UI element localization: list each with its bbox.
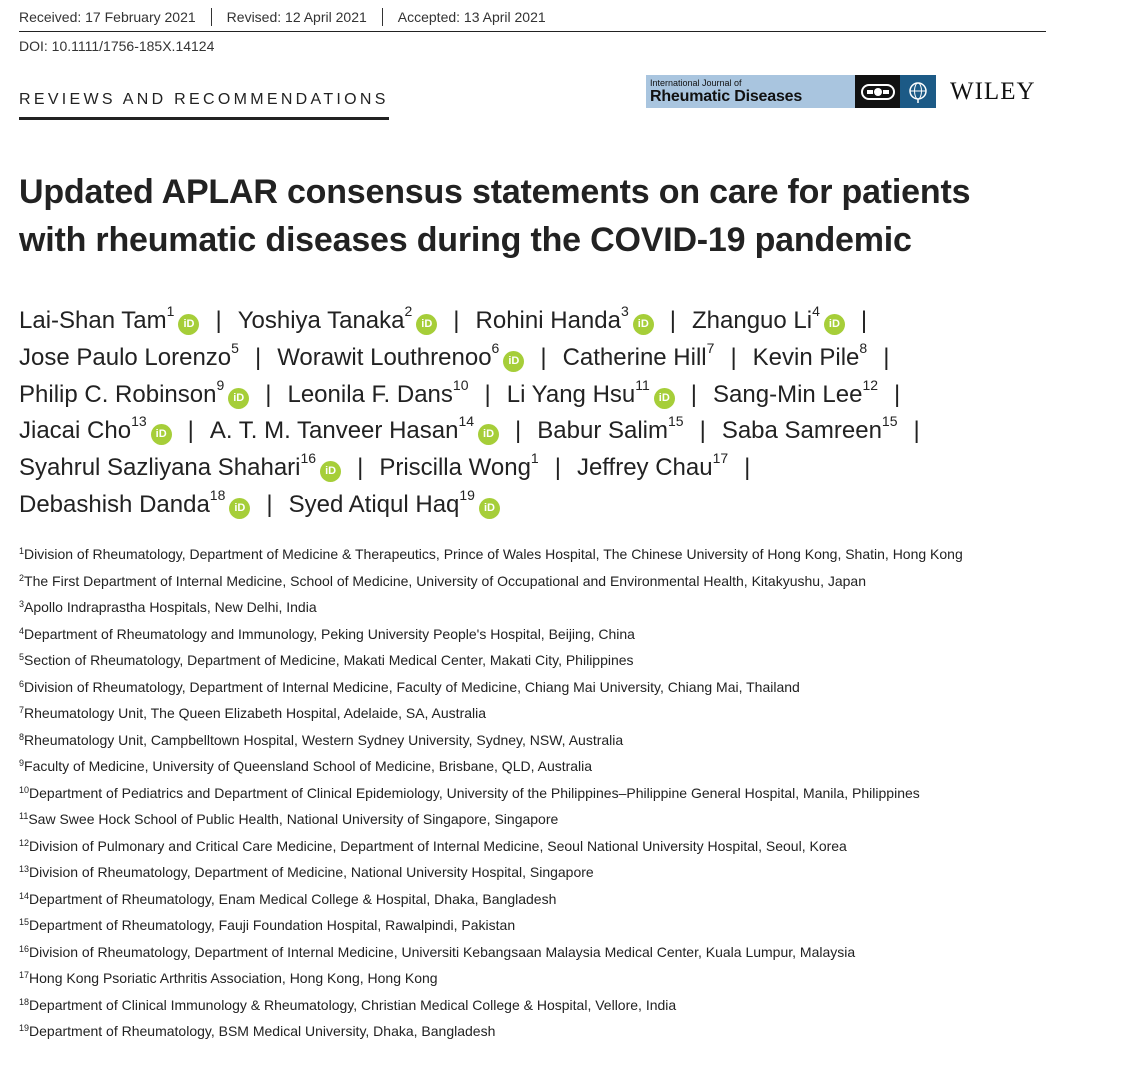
aplar-logo-icon — [855, 75, 900, 108]
author-name: Kevin Pile — [752, 343, 860, 371]
orcid-icon[interactable]: iD — [633, 314, 654, 335]
affiliation-number: 7 — [19, 705, 25, 715]
author-separator: | — [690, 380, 698, 408]
affiliation-number: 16 — [19, 943, 30, 954]
affiliation-text: Faculty of Medicine, University of Queensland School of Medicine, Brisbane, QLD, Australia — [24, 758, 593, 774]
society-logos — [855, 75, 936, 108]
affiliation-text: Department of Rheumatology and Immunology, Peking University People's Hospital, Beijing, China — [24, 625, 635, 642]
author-separator: | — [860, 307, 868, 334]
orcid-icon[interactable]: iD — [151, 424, 172, 445]
author-name: Yoshiya Tanaka — [237, 307, 405, 334]
author-name: Babur Salim — [537, 417, 668, 445]
author-name: Saba Samreen — [721, 417, 882, 445]
author-affiliation-ref: 19 — [459, 486, 475, 503]
article-title — [19, 168, 1059, 264]
affiliation-text: Department of Clinical Immunology & Rheumatology, Christian Medical College & Hospital, Vellore, India — [29, 996, 677, 1013]
author-affiliation-ref: 16 — [300, 450, 317, 467]
author-separator: | — [540, 343, 547, 371]
author-affiliation-ref: 1 — [530, 450, 539, 467]
author-affiliation-ref: 17 — [712, 450, 729, 467]
journal-name: Rheumatic Diseases — [650, 88, 803, 105]
orcid-icon[interactable]: iD — [229, 498, 250, 519]
article-dates — [19, 8, 561, 26]
author — [692, 303, 845, 334]
author-name: Catherine Hill — [562, 343, 707, 371]
author-separator: | — [554, 454, 561, 482]
author-affiliation-ref: 12 — [862, 376, 879, 393]
author-separator: | — [744, 454, 751, 482]
affiliation-number: 13 — [19, 864, 30, 874]
affiliation-text: Saw Swee Hock School of Public Health, National University of Singapore, Singapore — [28, 811, 559, 827]
author-name: Worawit Louthrenoo — [277, 343, 492, 371]
author-separator: | — [913, 417, 920, 445]
globe-logo-icon — [900, 75, 936, 108]
author-affiliation-ref: 10 — [452, 376, 469, 393]
author-name: Rohini Handa — [475, 307, 621, 334]
author-separator: | — [883, 343, 890, 371]
author-line — [19, 413, 1059, 450]
affiliation-number: 11 — [19, 811, 29, 821]
section-label: REVIEWS AND RECOMMENDATIONS — [19, 91, 389, 120]
orcid-icon[interactable]: iD — [178, 314, 199, 335]
author — [721, 413, 898, 445]
affiliation-number: 5 — [19, 652, 25, 662]
affiliation-number: 17 — [19, 970, 30, 980]
affiliation-item — [19, 676, 963, 703]
affiliation-text: Department of Pediatrics and Department of Clinical Epidemiology, University of the Philippines–Philippine General Hospital, Manila, Philippines — [29, 784, 920, 801]
affiliation-item — [19, 967, 963, 994]
author-separator: | — [266, 490, 273, 518]
affiliation-item — [19, 808, 963, 835]
publisher-logo[interactable]: WILEY — [950, 78, 1036, 105]
received-date: Received: 17 February 2021 — [19, 9, 196, 25]
affiliation-number: 15 — [19, 917, 30, 927]
author-affiliation-ref: 1 — [166, 303, 175, 319]
author-name: Li Yang Hsu — [506, 380, 636, 408]
affiliation-item — [19, 543, 963, 570]
author-separator: | — [187, 417, 194, 445]
author — [288, 486, 500, 518]
affiliation-text: Section of Rheumatology, Department of Medicine, Makati Medical Center, Makati City, Philippines — [24, 652, 634, 668]
affiliation-text: The First Department of Internal Medicine, School of Medicine, University of Occupational and Environmental Health, Kitakyushu, Japan — [24, 572, 866, 589]
affiliation-number: 18 — [19, 996, 30, 1007]
author — [19, 486, 250, 518]
affiliation-item — [19, 729, 963, 756]
author — [752, 339, 868, 371]
author-affiliation-ref: 2 — [404, 303, 413, 319]
affiliation-item — [19, 888, 963, 915]
doi[interactable]: DOI: 10.1111/1756-185X.14124 — [19, 38, 215, 54]
affiliation-item — [19, 914, 963, 941]
author-separator: | — [730, 343, 737, 371]
author-list — [19, 303, 1059, 524]
author-name: Leonila F. Dans — [287, 380, 453, 408]
author-name: Philip C. Robinson — [19, 380, 217, 408]
affiliation-text: Division of Rheumatology, Department of Internal Medicine, Faculty of Medicine, Chiang Mai University, Chiang Mai, Thailand — [24, 678, 800, 695]
author-name: Jose Paulo Lorenzo — [19, 343, 232, 371]
affiliation-text: Division of Pulmonary and Critical Care Medicine, Department of Internal Medicine, Seoul National University Hospital, Seoul, Korea — [29, 837, 847, 854]
author-affiliation-ref: 7 — [706, 339, 715, 356]
author — [537, 413, 684, 445]
author-separator: | — [265, 380, 272, 408]
author — [19, 376, 249, 408]
author-separator: | — [453, 307, 460, 334]
author-affiliation-ref: 9 — [216, 376, 225, 393]
author-name: Syahrul Sazliyana Shahari — [19, 454, 301, 482]
revised-date: Revised: 12 April 2021 — [211, 8, 382, 26]
affiliation-number: 3 — [19, 599, 25, 609]
affiliation-text: Department of Rheumatology, Enam Medical College & Hospital, Dhaka, Bangladesh — [29, 890, 557, 907]
title-line-2: with rheumatic diseases during the COVID-19 pandemic — [19, 221, 912, 259]
affiliation-number: 1 — [19, 546, 25, 556]
affiliation-number: 8 — [19, 731, 25, 742]
affiliation-list — [19, 543, 963, 1047]
author-line — [19, 377, 1059, 414]
author-line — [19, 450, 1059, 487]
affiliation-item — [19, 755, 963, 782]
author — [475, 303, 654, 334]
author-separator: | — [515, 417, 522, 445]
affiliation-item — [19, 835, 963, 862]
author-line — [19, 303, 1059, 340]
affiliation-text: Division of Rheumatology, Department of Medicine & Therapeutics, Prince of Wales Hospital, The Chinese University of Hong Kong, Shatin, Hong Kong — [24, 546, 963, 562]
author-name: Jiacai Cho — [19, 417, 132, 445]
affiliation-item — [19, 782, 963, 809]
affiliation-number: 12 — [19, 837, 30, 848]
orcid-icon[interactable]: iD — [416, 314, 437, 335]
title-line-1: Updated APLAR consensus statements on care for patients — [19, 173, 971, 211]
affiliation-number: 19 — [19, 1023, 30, 1033]
orcid-icon[interactable]: iD — [320, 461, 341, 482]
author — [506, 376, 675, 408]
affiliation-item — [19, 596, 963, 623]
author-name: Syed Atiqul Haq — [288, 490, 460, 518]
author-separator: | — [254, 343, 262, 371]
affiliation-number: 6 — [19, 678, 25, 689]
author-separator: | — [669, 307, 676, 334]
author-name: Debashish Danda — [19, 490, 210, 518]
author-separator: | — [484, 380, 491, 408]
author-affiliation-ref: 3 — [620, 303, 629, 319]
orcid-icon[interactable]: iD — [503, 351, 524, 372]
author-affiliation-ref: 18 — [209, 486, 226, 503]
affiliation-item — [19, 570, 963, 597]
author — [19, 339, 239, 371]
affiliation-item — [19, 861, 963, 888]
orcid-icon[interactable]: iD — [228, 388, 249, 409]
orcid-icon[interactable]: iD — [478, 424, 499, 445]
affiliation-text: Division of Rheumatology, Department of Medicine, National University Hospital, Singapore — [29, 864, 594, 880]
author-affiliation-ref: 11 — [635, 376, 650, 393]
affiliation-item — [19, 994, 963, 1021]
orcid-icon[interactable]: iD — [479, 498, 500, 519]
author-name: Jeffrey Chau — [576, 454, 713, 482]
affiliation-item — [19, 1020, 963, 1047]
author-affiliation-ref: 6 — [491, 339, 500, 356]
author-affiliation-ref: 8 — [859, 339, 868, 356]
author — [576, 450, 729, 482]
affiliation-text: Division of Rheumatology, Department of Internal Medicine, Universiti Kebangsaan Malaysia Medical Center, Kuala Lumpur, Malaysia — [29, 943, 856, 960]
author-line — [19, 487, 1059, 524]
author — [379, 450, 539, 482]
author-affiliation-ref: 15 — [668, 413, 684, 430]
affiliation-text: Hong Kong Psoriatic Arthritis Association, Hong Kong, Hong Kong — [29, 970, 438, 986]
affiliation-text: Department of Rheumatology, Fauji Foundation Hospital, Rawalpindi, Pakistan — [29, 917, 516, 933]
author — [19, 413, 172, 445]
affiliation-number: 10 — [19, 784, 30, 795]
author — [287, 376, 469, 408]
author — [277, 339, 524, 371]
author-affiliation-ref: 14 — [458, 413, 475, 430]
affiliation-item — [19, 623, 963, 650]
accepted-date: Accepted: 13 April 2021 — [382, 8, 561, 26]
author-affiliation-ref: 4 — [812, 303, 820, 319]
affiliation-text: Rheumatology Unit, The Queen Elizabeth Hospital, Adelaide, SA, Australia — [24, 705, 487, 721]
affiliation-number: 14 — [19, 890, 30, 901]
author-name: Lai-Shan Tam — [19, 307, 167, 334]
author — [562, 339, 715, 371]
journal-subtitle: International Journal of — [650, 78, 742, 88]
author-name: Zhanguo Li — [692, 307, 813, 334]
author — [713, 376, 879, 408]
author-separator: | — [894, 380, 901, 408]
affiliation-number: 4 — [19, 625, 25, 636]
affiliation-number: 9 — [19, 758, 25, 768]
affiliation-text: Rheumatology Unit, Campbelltown Hospital, Western Sydney University, Sydney, NSW, Australia — [24, 731, 624, 748]
author — [19, 303, 199, 334]
author — [237, 303, 438, 334]
orcid-icon[interactable]: iD — [824, 314, 845, 335]
journal-banner[interactable] — [646, 75, 855, 108]
author-separator: | — [215, 307, 222, 334]
affiliation-item — [19, 941, 963, 968]
author-name: A. T. M. Tanveer Hasan — [209, 417, 459, 445]
affiliation-item — [19, 702, 963, 729]
affiliation-text: Apollo Indraprastha Hospitals, New Delhi, India — [24, 599, 317, 615]
orcid-icon[interactable]: iD — [654, 388, 675, 409]
author-affiliation-ref: 15 — [881, 413, 898, 430]
author-affiliation-ref: 13 — [131, 413, 147, 430]
author — [209, 413, 499, 445]
header-divider — [19, 31, 1046, 32]
author-separator: | — [699, 417, 706, 445]
author-line — [19, 340, 1059, 377]
affiliation-text: Department of Rheumatology, BSM Medical University, Dhaka, Bangladesh — [29, 1023, 496, 1039]
author-affiliation-ref: 5 — [231, 339, 239, 356]
affiliation-number: 2 — [19, 572, 25, 583]
author-name: Priscilla Wong — [379, 454, 531, 482]
author — [19, 450, 341, 482]
author-name: Sang-Min Lee — [713, 380, 863, 408]
author-separator: | — [357, 454, 364, 482]
affiliation-item — [19, 649, 963, 676]
